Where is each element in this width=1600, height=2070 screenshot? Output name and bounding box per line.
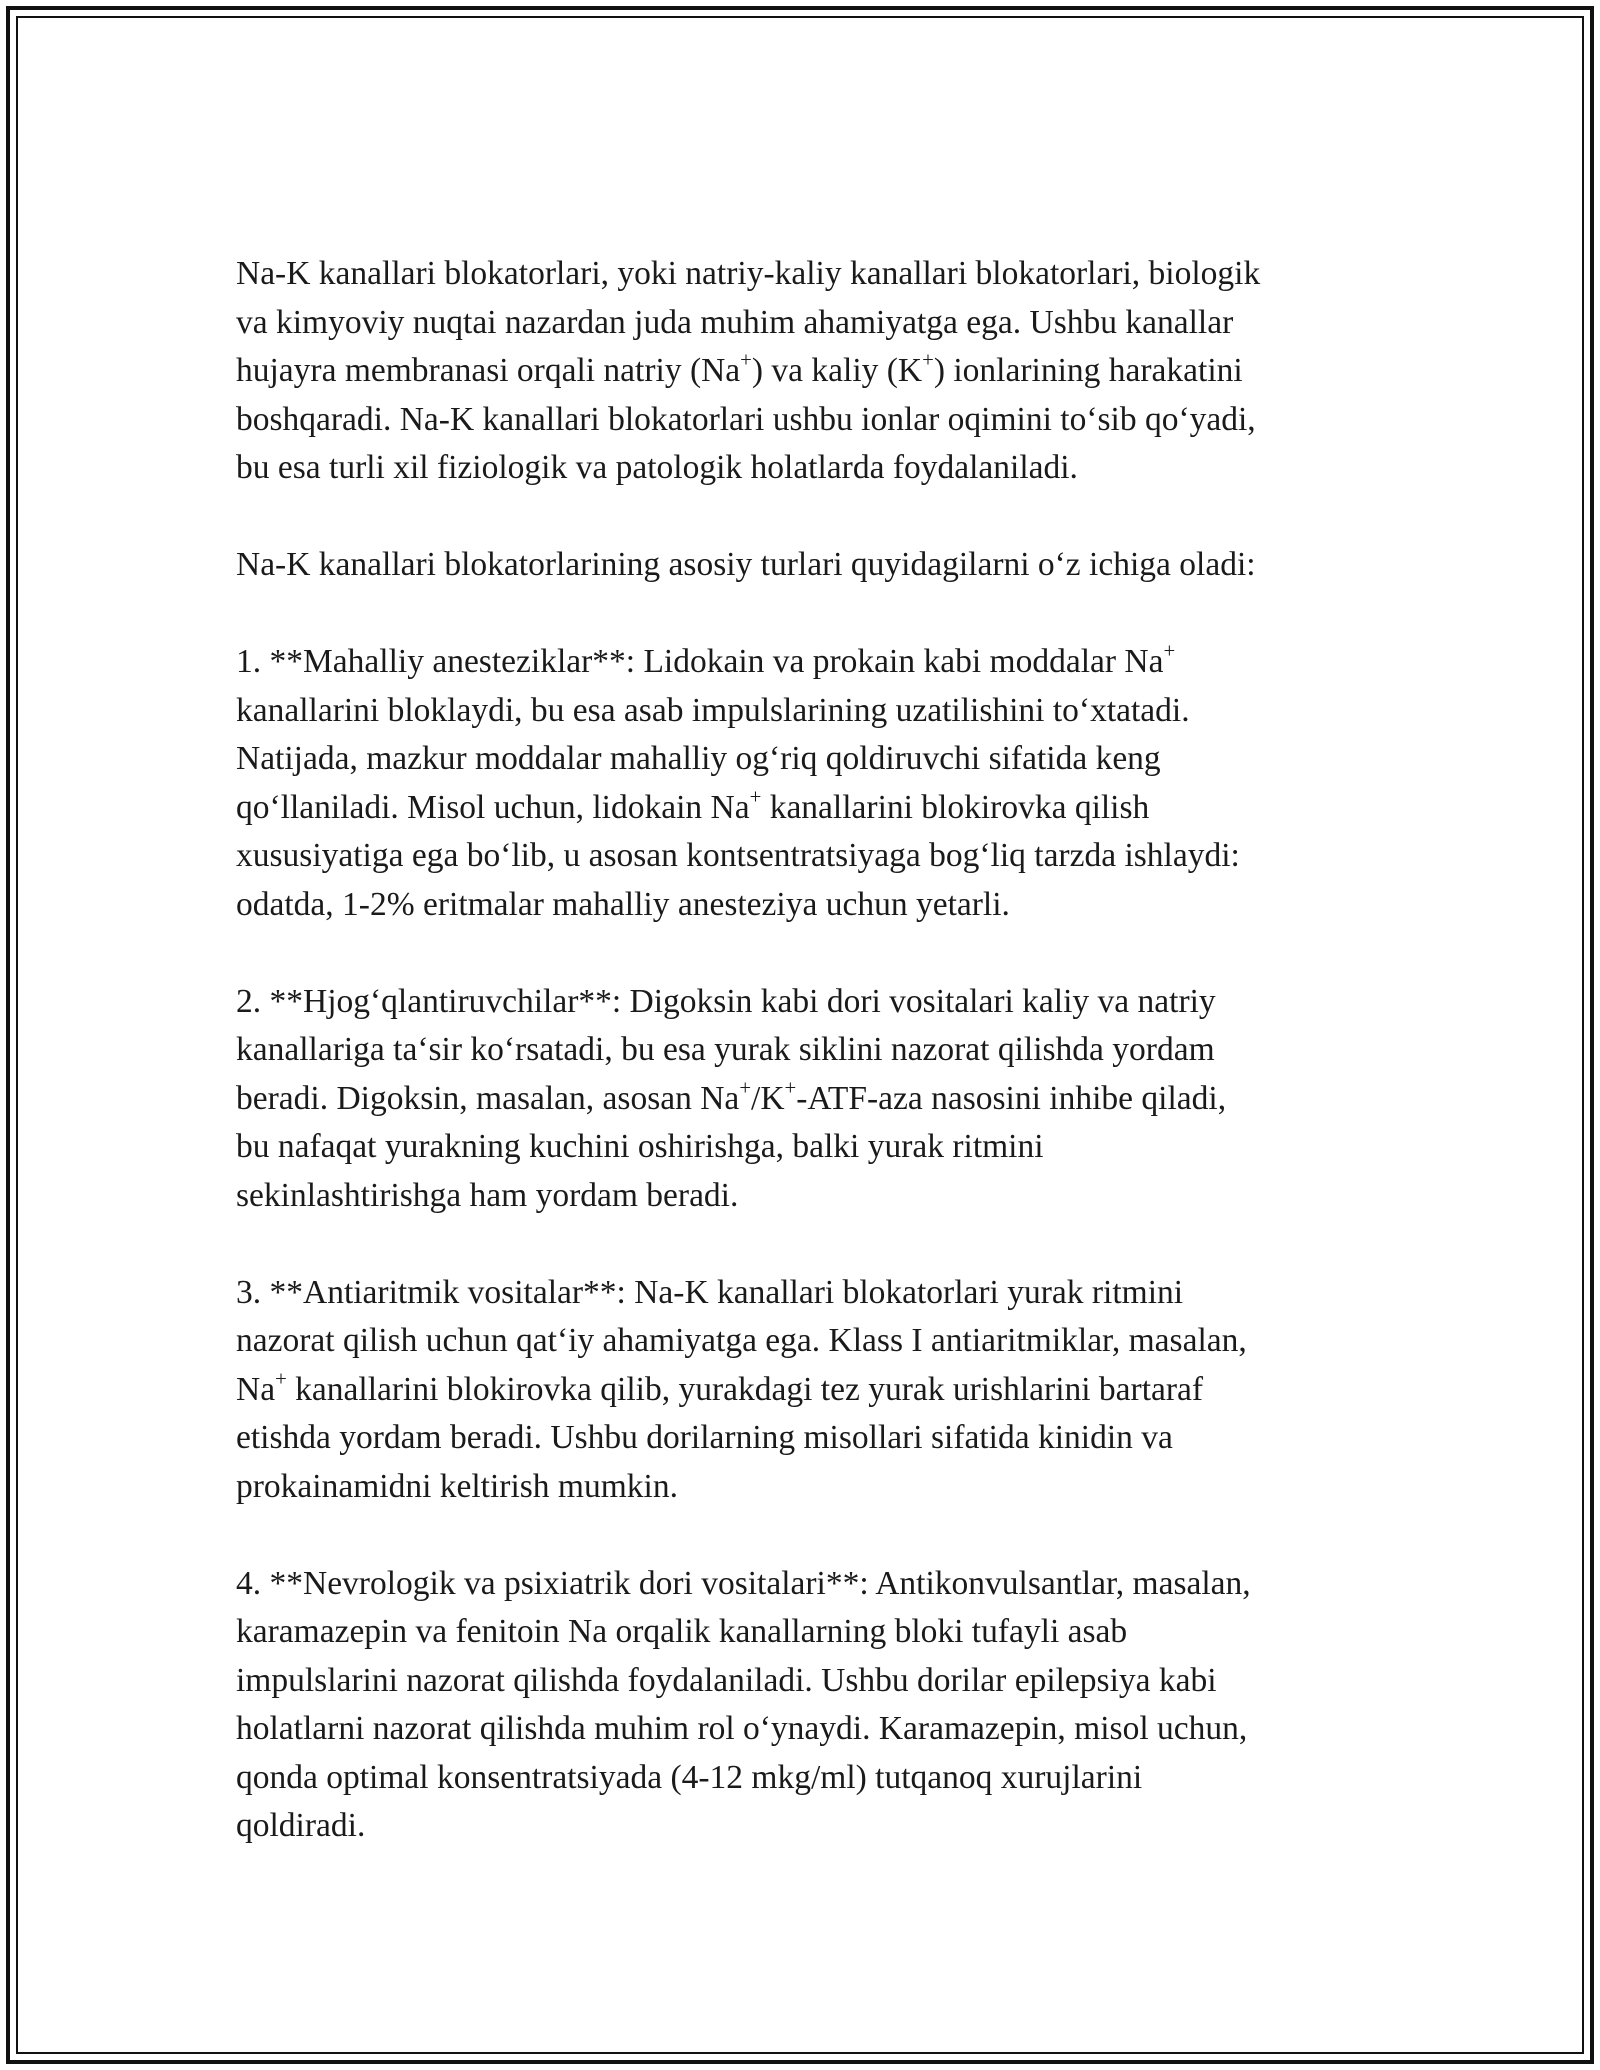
text-run: Na bbox=[236, 1370, 276, 1408]
text-run: 2. **Hjog‘qlantiruvchilar**: Digoksin kabi dori vositalari kaliy va natriy bbox=[236, 982, 1216, 1020]
text-run: impulslarini nazorat qilishda foydalaniladi. Ushbu dorilar epilepsiya kabi bbox=[236, 1661, 1217, 1699]
text-line bbox=[236, 784, 1366, 833]
text-run: 4. **Nevrologik va psixiatrik dori vositalari**: Antikonvulsantlar, masalan, bbox=[236, 1564, 1251, 1602]
text-line bbox=[236, 1075, 1366, 1124]
text-line bbox=[236, 1269, 1366, 1318]
text-run: xususiyatiga ega bo‘lib, u asosan kontsentratsiyaga bog‘liq tarzda ishlaydi: bbox=[236, 837, 1240, 874]
text-run: qo‘llaniladi. Misol uchun, lidokain Na bbox=[236, 788, 750, 826]
text-line bbox=[236, 881, 1366, 930]
text-line bbox=[236, 1172, 1366, 1221]
text-line bbox=[236, 978, 1366, 1027]
text-run: 3. **Antiaritmik vositalar**: Na-K kanallari blokatorlari yurak ritmini bbox=[236, 1273, 1184, 1311]
text-line bbox=[236, 638, 1366, 687]
paragraph bbox=[236, 1269, 1366, 1512]
text-line bbox=[236, 396, 1366, 445]
paragraph bbox=[236, 638, 1366, 929]
text-run: hujayra membranasi orqali natriy (Na bbox=[236, 352, 741, 389]
text-line bbox=[236, 687, 1366, 736]
text-line bbox=[236, 1608, 1366, 1657]
text-run: nazorat qilish uchun qat‘iy ahamiyatga ega. Klass I antiaritmiklar, masalan, bbox=[236, 1322, 1247, 1359]
paragraph bbox=[236, 250, 1366, 493]
text-line bbox=[236, 832, 1366, 881]
text-line bbox=[236, 299, 1366, 348]
text-run: kanallarini bloklaydi, bu esa asab impulslarining uzatilishini to‘xtatadi. bbox=[236, 691, 1190, 729]
superscript: + bbox=[922, 348, 934, 372]
text-line bbox=[236, 250, 1366, 299]
text-run: kanallarini blokirovka qilib, yurakdagi tez yurak urishlarini bartaraf bbox=[286, 1370, 1204, 1408]
text-run: karamazepin va fenitoin Na orqalik kanallarning bloki tufayli asab bbox=[236, 1613, 1128, 1650]
text-line bbox=[236, 1802, 1366, 1851]
text-run: etishda yordam beradi. Ushbu dorilarning misollari sifatida kinidin va bbox=[236, 1419, 1173, 1456]
text-line bbox=[236, 1123, 1366, 1172]
text-run: /K bbox=[751, 1079, 785, 1117]
superscript: + bbox=[740, 348, 752, 372]
text-run: kanallariga ta‘sir ko‘rsatadi, bu esa yurak siklini nazorat qilishda yordam bbox=[236, 1031, 1215, 1068]
document-body bbox=[236, 250, 1366, 1851]
text-line bbox=[236, 444, 1366, 493]
paragraph bbox=[236, 978, 1366, 1221]
superscript: + bbox=[1163, 639, 1176, 663]
text-run: ) va kaliy (K bbox=[751, 352, 923, 389]
text-line bbox=[236, 1705, 1366, 1754]
text-line bbox=[236, 347, 1366, 396]
text-run: kanallarini blokirovka qilish bbox=[761, 788, 1150, 826]
text-run: -ATF-aza nasosini inhibe qiladi, bbox=[796, 1079, 1227, 1117]
text-run: 1. **Mahalliy anesteziklar**: Lidokain va prokain kabi moddalar Na bbox=[236, 643, 1164, 680]
text-run: sekinlashtirishga ham yordam beradi. bbox=[236, 1176, 739, 1214]
text-run: bu esa turli xil fiziologik va patologik holatlarda foydalaniladi. bbox=[236, 449, 1078, 486]
text-run: odatda, 1-2% eritmalar mahalliy anesteziya uchun yetarli. bbox=[236, 885, 1010, 923]
text-line bbox=[236, 735, 1366, 784]
text-run: Natijada, mazkur moddalar mahalliy og‘riq qoldiruvchi sifatida keng bbox=[236, 740, 1161, 777]
superscript: + bbox=[275, 1366, 287, 1390]
text-run: ) ionlarining harakatini bbox=[933, 352, 1243, 389]
text-line bbox=[236, 1560, 1366, 1609]
paragraph bbox=[236, 1560, 1366, 1851]
text-run: qoldiradi. bbox=[236, 1807, 366, 1844]
text-run: holatlarni nazorat qilishda muhim rol o‘ynaydi. Karamazepin, misol uchun, bbox=[236, 1710, 1248, 1747]
text-line bbox=[236, 1414, 1366, 1463]
superscript: + bbox=[739, 1075, 752, 1099]
text-run: Na-K kanallari blokatorlari, yoki natriy-kaliy kanallari blokatorlari, biologik bbox=[236, 255, 1261, 292]
text-run: bu nafaqat yurakning kuchini oshirishga, balki yurak ritmini bbox=[236, 1128, 1044, 1165]
text-line bbox=[236, 1463, 1366, 1512]
text-line bbox=[236, 1754, 1366, 1803]
text-run: beradi. Digoksin, masalan, asosan Na bbox=[236, 1079, 740, 1117]
superscript: + bbox=[784, 1075, 797, 1099]
text-run: va kimyoviy nuqtai nazardan juda muhim ahamiyatga ega. Ushbu kanallar bbox=[236, 303, 1234, 341]
text-line bbox=[236, 1317, 1366, 1366]
text-run: prokainamidni keltirish mumkin. bbox=[236, 1467, 678, 1505]
text-line bbox=[236, 541, 1366, 590]
text-run: Na-K kanallari blokatorlarining asosiy turlari quyidagilarni o‘z ichiga oladi: bbox=[236, 546, 1256, 583]
text-run: qonda optimal konsentratsiyada (4-12 mkg/ml) tutqanoq xurujlarini bbox=[236, 1758, 1143, 1796]
text-line bbox=[236, 1026, 1366, 1075]
superscript: + bbox=[749, 784, 762, 808]
text-line bbox=[236, 1366, 1366, 1415]
text-run: boshqaradi. Na-K kanallari blokatorlari ushbu ionlar oqimini to‘sib qo‘yadi, bbox=[236, 400, 1256, 438]
text-line bbox=[236, 1657, 1366, 1706]
paragraph bbox=[236, 541, 1366, 590]
